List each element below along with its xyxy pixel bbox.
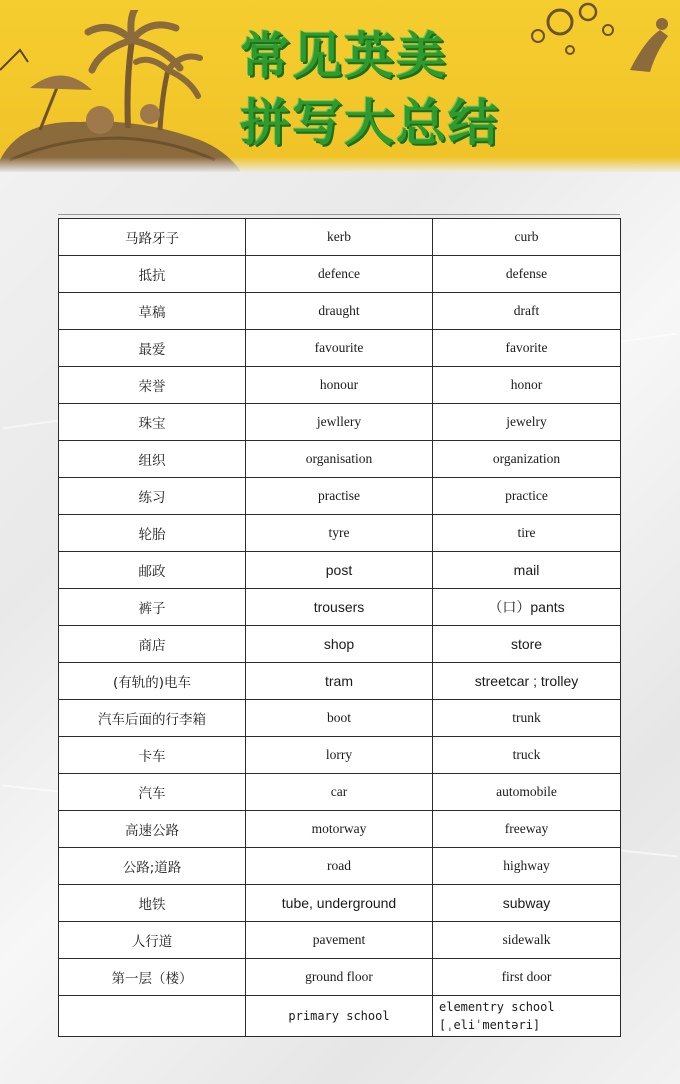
british-spelling-cell: car	[246, 774, 433, 811]
british-spelling-cell: tube, underground	[246, 885, 433, 922]
table-row	[59, 700, 621, 737]
table-row	[59, 848, 621, 885]
british-spelling-cell: tyre	[246, 515, 433, 552]
table-row	[59, 737, 621, 774]
american-spelling-cell: mail	[433, 552, 621, 589]
american-spelling-cell: （口）pants	[433, 589, 621, 626]
chinese-meaning-cell: 地铁	[59, 885, 246, 922]
table-row	[59, 996, 621, 1037]
chinese-meaning-cell: 珠宝	[59, 404, 246, 441]
american-spelling-cell: freeway	[433, 811, 621, 848]
british-spelling-cell: pavement	[246, 922, 433, 959]
british-spelling-cell: honour	[246, 367, 433, 404]
table-row	[59, 922, 621, 959]
chinese-meaning-cell: 汽车后面的行李箱	[59, 700, 246, 737]
chinese-meaning-cell: 公路;道路	[59, 848, 246, 885]
british-spelling-cell: shop	[246, 626, 433, 663]
chinese-meaning-cell: (有轨的)电车	[59, 663, 246, 700]
british-spelling-cell: road	[246, 848, 433, 885]
table-row	[59, 478, 621, 515]
table-row	[59, 293, 621, 330]
chinese-meaning-cell	[59, 996, 246, 1037]
american-spelling-cell: trunk	[433, 700, 621, 737]
table-row	[59, 367, 621, 404]
american-spelling-cell: first door	[433, 959, 621, 996]
american-spelling-cell: tire	[433, 515, 621, 552]
chinese-meaning-cell: 轮胎	[59, 515, 246, 552]
table-row	[59, 959, 621, 996]
chinese-meaning-cell: 高速公路	[59, 811, 246, 848]
title-line-2: 拼写大总结	[240, 94, 500, 152]
chinese-meaning-cell: 第一层（楼）	[59, 959, 246, 996]
american-spelling-cell: defense	[433, 256, 621, 293]
british-spelling-cell: organisation	[246, 441, 433, 478]
american-spelling-cell: honor	[433, 367, 621, 404]
american-spelling-cell: organization	[433, 441, 621, 478]
american-spelling-cell: curb	[433, 219, 621, 256]
british-spelling-cell: tram	[246, 663, 433, 700]
chinese-meaning-cell: 马路牙子	[59, 219, 246, 256]
table-row	[59, 589, 621, 626]
american-spelling-cell: jewelry	[433, 404, 621, 441]
title-line-1: 常见英美	[240, 27, 448, 85]
american-spelling-cell	[433, 996, 621, 1037]
chinese-meaning-cell: 邮政	[59, 552, 246, 589]
table-row	[59, 552, 621, 589]
table-row	[59, 663, 621, 700]
chinese-meaning-cell: 卡车	[59, 737, 246, 774]
british-spelling-cell: post	[246, 552, 433, 589]
british-spelling-cell: practise	[246, 478, 433, 515]
american-spelling-cell: favorite	[433, 330, 621, 367]
table-row	[59, 885, 621, 922]
table-row	[59, 515, 621, 552]
table-row	[59, 330, 621, 367]
chinese-meaning-cell: 汽车	[59, 774, 246, 811]
british-spelling-cell: jewllery	[246, 404, 433, 441]
chinese-meaning-cell: 裤子	[59, 589, 246, 626]
american-spelling-cell: practice	[433, 478, 621, 515]
american-spelling-cell: subway	[433, 885, 621, 922]
american-spelling-cell: highway	[433, 848, 621, 885]
british-spelling-cell: kerb	[246, 219, 433, 256]
american-spelling-cell: automobile	[433, 774, 621, 811]
british-spelling-cell: lorry	[246, 737, 433, 774]
chinese-meaning-cell: 最爱	[59, 330, 246, 367]
table-row	[59, 441, 621, 478]
british-spelling-cell: primary school	[246, 996, 433, 1037]
american-spelling-cell: streetcar ; trolley	[433, 663, 621, 700]
american-spelling-cell: sidewalk	[433, 922, 621, 959]
british-spelling-cell: draught	[246, 293, 433, 330]
table-row	[59, 256, 621, 293]
british-spelling-cell: ground floor	[246, 959, 433, 996]
chinese-meaning-cell: 抵抗	[59, 256, 246, 293]
table-row	[59, 219, 621, 256]
chinese-meaning-cell: 人行道	[59, 922, 246, 959]
british-spelling-cell: defence	[246, 256, 433, 293]
header-banner	[0, 0, 680, 172]
american-spelling-line: elementry school	[439, 1000, 555, 1014]
chinese-meaning-cell: 练习	[59, 478, 246, 515]
table-row	[59, 774, 621, 811]
chinese-meaning-cell: 荣誉	[59, 367, 246, 404]
table-row	[59, 811, 621, 848]
phonetic-transcription: [ˌeliˈmentəri]	[439, 1018, 541, 1032]
table-row	[59, 404, 621, 441]
table-row	[59, 626, 621, 663]
american-spelling-cell: draft	[433, 293, 621, 330]
british-spelling-cell: favourite	[246, 330, 433, 367]
british-spelling-cell: trousers	[246, 589, 433, 626]
british-spelling-cell: boot	[246, 700, 433, 737]
spelling-table	[58, 218, 620, 1037]
american-spelling-cell: store	[433, 626, 621, 663]
chinese-meaning-cell: 商店	[59, 626, 246, 663]
palm-island-illustration	[0, 10, 240, 172]
american-spelling-cell: truck	[433, 737, 621, 774]
chinese-meaning-cell: 草稿	[59, 293, 246, 330]
british-spelling-cell: motorway	[246, 811, 433, 848]
chinese-meaning-cell: 组织	[59, 441, 246, 478]
